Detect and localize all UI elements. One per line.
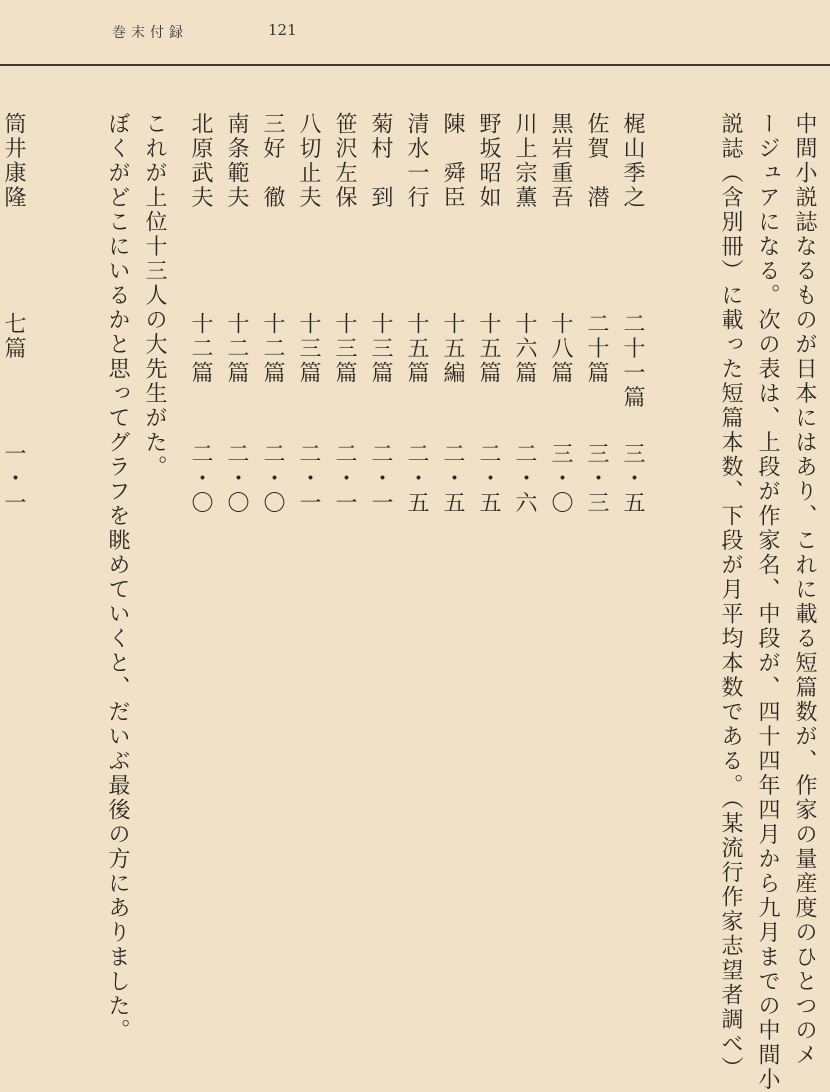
page-number: 121 [268, 21, 297, 39]
story-count: 十二篇 [224, 312, 249, 386]
monthly-average: 二・五 [404, 442, 429, 516]
monthly-average: 二・一 [332, 442, 357, 516]
story-count: 十三篇 [296, 312, 321, 386]
author-name: 野坂昭如 [476, 112, 501, 210]
story-count: 二十篇 [584, 312, 609, 386]
monthly-average: 三・〇 [548, 442, 573, 516]
monthly-average: 二・一 [368, 442, 393, 516]
story-count: 十八篇 [548, 312, 573, 386]
header-rule [0, 64, 830, 66]
closing-line: ぼくがどこにいるかと思ってグラフを眺めていくと、だいぶ最後の方にありました。 [105, 112, 130, 1043]
story-count: 十二篇 [188, 312, 213, 386]
author-name: 陳 舜臣 [440, 112, 465, 210]
author-name: 八切止夫 [296, 112, 321, 210]
monthly-average: 二・一 [296, 442, 321, 516]
author-name: 笹沢左保 [332, 112, 357, 210]
story-count: 十五編 [440, 312, 465, 386]
monthly-average: 二・六 [512, 442, 537, 516]
author-name: 三好 徹 [260, 112, 285, 210]
story-count: 十六篇 [512, 312, 537, 386]
monthly-average: 二・五 [476, 442, 501, 516]
story-count: 十五篇 [404, 312, 429, 386]
story-count: 七篇 [1, 312, 26, 361]
author-name: 筒井康隆 [1, 112, 26, 210]
monthly-average: 三・三 [584, 442, 609, 516]
monthly-average: 二・〇 [188, 442, 213, 516]
story-count: 二十一篇 [620, 312, 645, 410]
monthly-average: 三・五 [620, 442, 645, 516]
author-name: 佐賀 潜 [584, 112, 609, 210]
author-name: 黒岩重吾 [548, 112, 573, 210]
author-name: 菊村 到 [368, 112, 393, 210]
header-title: 巻末付録 [112, 25, 188, 41]
author-name: 川上宗薫 [512, 112, 537, 210]
story-count: 十二篇 [260, 312, 285, 386]
story-count: 十三篇 [332, 312, 357, 386]
monthly-average: 一・一 [1, 442, 26, 516]
closing-line: これが上位十三人の大先生がた。 [142, 112, 167, 480]
monthly-average: 二・〇 [260, 442, 285, 516]
intro-line: 中間小説誌なるものが日本にはあり、これに載る短篇数が、作家の量産度のひとつのメ [792, 112, 817, 1068]
story-count: 十五篇 [476, 312, 501, 386]
monthly-average: 二・五 [440, 442, 465, 516]
intro-line: ージュアになる。次の表は、上段が作家名、中段が、四十四年四月から九月までの中間小 [755, 112, 780, 1092]
monthly-average: 二・〇 [224, 442, 249, 516]
author-name: 南条範夫 [224, 112, 249, 210]
author-name: 北原武夫 [188, 112, 213, 210]
intro-line: 説誌（含別冊）に載った短篇本数、下段が月平均本数である。（某流行作家志望者調べ） [718, 112, 743, 1081]
story-count: 十三篇 [368, 312, 393, 386]
author-name: 清水一行 [404, 112, 429, 210]
author-name: 梶山季之 [620, 112, 645, 210]
